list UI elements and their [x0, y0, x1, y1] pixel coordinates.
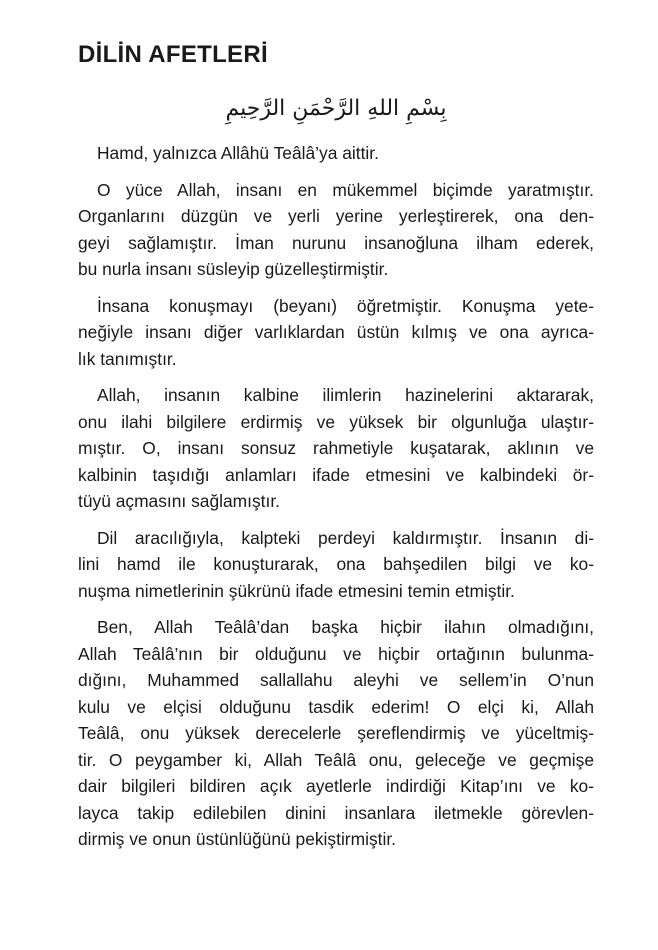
- text-line: layca takip edilebilen dinini insanlara iletmekle görevlen-: [78, 802, 594, 823]
- text-line: lık tanımıştır.: [78, 348, 177, 369]
- text-line: İnsana konuşmayı (beyanı) öğretmiştir. Konuşma yete-: [97, 295, 594, 316]
- text-line: Organlarını düzgün ve yerli yerine yerleştirerek, ona den-: [78, 206, 594, 226]
- text-line: O yüce Allah, insanı en mükemmel biçimde yaratmıştır.: [97, 179, 594, 200]
- text-line: lini hamd ile konuşturarak, ona bahşedilen bilgi ve ko-: [78, 554, 594, 574]
- text-line: Ben, Allah Teâlâ’dan başka hiçbir ilahın olmadığını,: [97, 617, 594, 637]
- text-line: tir. O peygamber ki, Allah Teâlâ onu, geleceğe ve geçmişe: [78, 749, 594, 770]
- text-line: dirmiş ve onun üstünlüğünü pekiştirmiştir.: [78, 829, 397, 849]
- basmala-text: بِسْمِ اللهِ الرَّحْمَنِ الرَّحِيمِ: [225, 96, 447, 121]
- text-line: dair bilgileri bildiren açık ayetlerle indirdiği Kitap’ını ve ko-: [78, 776, 594, 796]
- paragraph: [78, 614, 594, 853]
- text-line: Allah Teâlâ’nın bir olduğunu ve hiçbir ortağının bulunma-: [78, 643, 594, 664]
- text-line: onu ilahi bilgilere erdirmiş ve yüksek bir olgunluğa ulaştır-: [78, 411, 594, 432]
- paragraph: [78, 140, 594, 167]
- text-line: dığını, Muhammed sallallahu aleyhi ve sellem’in O’nun: [78, 670, 594, 690]
- text-line: neğiyle insanı diğer varlıklardan üstün kılmış ve ona ayrıca-: [78, 322, 594, 342]
- paragraph: [78, 525, 594, 605]
- text-line: Dil aracılığıyla, kalpteki perdeyi kaldırmıştır. İnsanın di-: [97, 527, 594, 548]
- text-line: kulu ve elçisi olduğunu tasdik ederim! O elçi ki, Allah: [78, 696, 594, 717]
- paragraph: [78, 382, 594, 515]
- text-line: bu nurla insanı süsleyip güzelleştirmiştir.: [78, 259, 389, 279]
- text-line: geyi sağlamıştır. İman nurunu insanoğluna ilham ederek,: [78, 232, 594, 253]
- text-line: nuşma nimetlerinin şükrünü ifade etmesini temin etmiştir.: [78, 580, 515, 601]
- paragraph: [78, 293, 594, 373]
- text-line: Allah, insanın kalbine ilimlerin hazinelerini aktararak,: [97, 385, 594, 405]
- text-line: Teâlâ, onu yüksek derecelerle şereflendirmiş ve yüceltmiş-: [78, 723, 594, 743]
- page-title: DİLİN AFETLERİ: [78, 41, 268, 68]
- paragraph: [78, 177, 594, 283]
- body-text: [78, 140, 594, 853]
- document-page: [78, 0, 594, 863]
- text-line: mıştır. O, insanı sonsuz rahmetiyle kuşatarak, aklının ve: [78, 438, 594, 458]
- text-line: tüyü açmasını sağlamıştır.: [78, 491, 281, 511]
- text-line: kalbinin taşıdığı anlamları ifade etmesini ve kalbindeki ör-: [78, 464, 594, 485]
- text-line: Hamd, yalnızca Allâhü Teâlâ’ya aittir.: [97, 143, 379, 163]
